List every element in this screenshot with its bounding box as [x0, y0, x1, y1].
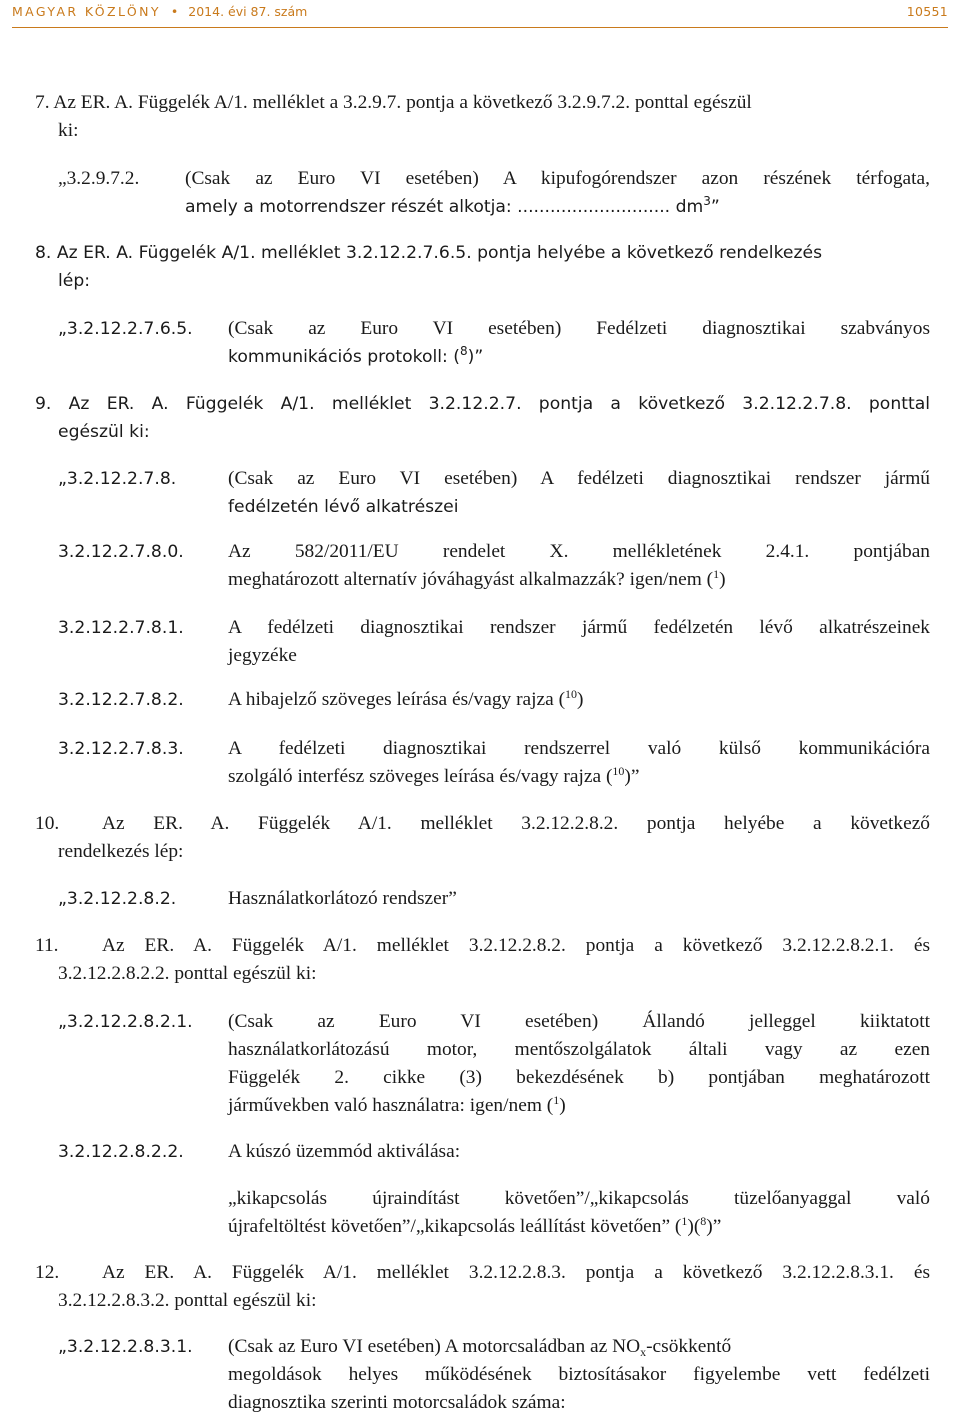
item-9-r5-text: A fedélzeti diagnosztikai rendszerrel való külső kommunikációra [228, 738, 930, 759]
item-9-heading: 9. Az ER. A. Függelék A/1. melléklet 3.2.12.2.7. pontja a következő 3.2.12.2.7.8. ponttal [35, 394, 930, 414]
item-8-code: „3.2.12.2.7.6.5. [58, 319, 193, 339]
item-8-heading-cont: lép: [58, 271, 91, 291]
item-11-heading: Az ER. A. Függelék A/1. melléklet 3.2.12.2.8.2. pontja a következő 3.2.12.2.8.2.1. és [102, 935, 930, 956]
item-12-number: 12. [35, 1262, 60, 1283]
item-11-r1-text-3: Függelék 2. cikke (3) bekezdésének b) pontjában meghatározott [228, 1067, 930, 1088]
item-9-r1-text: (Csak az Euro VI esetében) A fedélzeti diagnosztikai rendszer jármű [228, 468, 930, 489]
item-9-r4-close: ) [577, 689, 584, 710]
item-11-r2-paren-mid: )( [687, 1216, 701, 1237]
page-header [12, 0, 948, 24]
item-8-text-cont [228, 344, 483, 370]
item-9-r3-text: A fedélzeti diagnosztikai rendszer jármű fedélzetén lévő alkatrészeinek [228, 617, 930, 638]
item-9-r2-text: Az 582/2011/EU rendelet X. mellékletének 2.4.1. pontjában [228, 541, 930, 562]
page-number: 10551 [906, 4, 948, 19]
item-7-heading: 7. Az ER. A. Függelék A/1. melléklet a 3.2.9.7. pontja a következő 3.2.9.7.2. ponttal egészül [35, 92, 752, 113]
item-11-r2-close: )” [706, 1216, 722, 1237]
item-9-r2-text-main: meghatározott alternatív jóváhagyást alkalmazzák? igen/nem ( [228, 569, 714, 590]
item-12-heading-cont: 3.2.12.2.8.3.2. ponttal egészül ki: [58, 1290, 317, 1311]
item-7-text-cont-main: amely a motorrendszer részét alkotja: ............................ dm [185, 197, 704, 217]
item-10-code: „3.2.12.2.8.2. [58, 889, 177, 909]
item-9-r4-code: 3.2.12.2.7.8.2. [58, 690, 184, 710]
item-12-text-seg [228, 1334, 731, 1360]
item-7-text-cont [185, 194, 720, 220]
item-11-r2-footnote-ref-2: 8 [700, 1214, 707, 1228]
header-bullet: • [170, 4, 179, 19]
item-9-r2-close: ) [719, 569, 726, 590]
header-publication [12, 4, 307, 19]
item-12-heading: Az ER. A. Függelék A/1. melléklet 3.2.12.2.8.3. pontja a következő 3.2.12.2.8.3.1. és [102, 1262, 930, 1283]
item-12-text [228, 1334, 930, 1360]
item-11-r2-footnote-ref-1: 1 [681, 1214, 688, 1228]
issue-label: 2014. évi 87. szám [188, 4, 308, 19]
item-9-r3-code: 3.2.12.2.7.8.1. [58, 618, 184, 638]
item-11-r1-code: „3.2.12.2.8.2.1. [58, 1012, 193, 1032]
item-11-r2-options: „kikapcsolás újraindítást követően”/„kikapcsolás tüzelőanyaggal való [228, 1188, 930, 1209]
item-11-r2-options-cont [228, 1214, 721, 1240]
item-11-r2-options-main: újrafeltöltést követően”/„kikapcsolás leállítást követően” ( [228, 1216, 682, 1237]
item-7-close-quote: ” [710, 197, 720, 217]
item-11-r1-text-main: járművekben való használatra: igen/nem ( [228, 1095, 554, 1116]
item-12-text-3: diagnosztika szerinti motorcsaládok száma: [228, 1392, 566, 1413]
item-11-r1-text-4 [228, 1093, 566, 1119]
item-8-text: (Csak az Euro VI esetében) Fedélzeti diagnosztikai szabványos [228, 318, 930, 339]
item-7-code: „3.2.9.7.2. [58, 168, 140, 189]
item-7-heading-cont: ki: [58, 120, 79, 141]
item-9-heading-cont: egészül ki: [58, 422, 150, 442]
item-12-text-2: megoldások helyes működésének biztosításakor figyelembe vett fedélzeti [228, 1364, 930, 1385]
item-9-r2-text-cont [228, 567, 726, 593]
item-11-r1-text: (Csak az Euro VI esetében) Állandó jelleggel kiiktatott [228, 1011, 930, 1032]
item-10-heading-cont: rendelkezés lép: [58, 841, 184, 862]
item-9-r4-text [228, 687, 584, 713]
item-9-r5-text-cont [228, 764, 639, 790]
item-9-r5-close: )” [624, 766, 640, 787]
item-10-heading: Az ER. A. Függelék A/1. melléklet 3.2.12.2.8.2. pontja helyébe a következő [102, 813, 930, 834]
item-8-text-main: kommunikációs protokoll: ( [228, 347, 460, 367]
item-11-r2-text: A kúszó üzemmód aktiválása: [228, 1141, 461, 1162]
item-11-number: 11. [35, 935, 59, 956]
item-10-text: Használatkorlátozó rendszer” [228, 888, 457, 909]
item-11-r1-close: ) [559, 1095, 566, 1116]
item-9-r4-footnote-ref: 10 [565, 687, 578, 701]
journal-title: MAGYAR KÖZLÖNY [12, 4, 161, 19]
item-9-r5-footnote-ref: 10 [612, 764, 625, 778]
item-11-r1-footnote-ref: 1 [553, 1093, 560, 1107]
item-9-r1-code: „3.2.12.2.7.8. [58, 469, 177, 489]
item-9-r5-code: 3.2.12.2.7.8.3. [58, 739, 184, 759]
item-8-close: )” [467, 347, 484, 367]
item-9-r3-text-cont: jegyzéke [228, 645, 297, 666]
item-7-text: (Csak az Euro VI esetében) A kipufogórendszer azon részének térfogata, [185, 168, 930, 189]
item-12-code: „3.2.12.2.8.3.1. [58, 1337, 193, 1357]
item-7-unit-sup: 3 [703, 194, 711, 208]
header-rule [12, 27, 948, 28]
item-12-text-main: (Csak az Euro VI esetében) A motorcsaládban az NO [228, 1336, 641, 1357]
item-11-r1-text-2: használatkorlátozású motor, mentőszolgálatok általi vagy az ezen [228, 1039, 930, 1060]
item-9-r4-text-main: A hibajelző szöveges leírása és/vagy rajza ( [228, 689, 566, 710]
item-9-r2-code: 3.2.12.2.7.8.0. [58, 542, 184, 562]
item-12-text-suffix: -csökkentő [646, 1336, 732, 1357]
item-11-heading-cont: 3.2.12.2.8.2.2. ponttal egészül ki: [58, 963, 317, 984]
item-9-r2-footnote-ref: 1 [713, 567, 720, 581]
item-11-r2-code: 3.2.12.2.8.2.2. [58, 1142, 184, 1162]
item-10-number: 10. [35, 813, 60, 834]
item-8-heading: 8. Az ER. A. Függelék A/1. melléklet 3.2.12.2.7.6.5. pontja helyébe a következő rendelkezés [35, 243, 823, 263]
item-9-r5-text-main: szolgáló interfész szöveges leírása és/vagy rajza ( [228, 766, 613, 787]
item-9-r1-text-cont: fedélzetén lévő alkatrészei [228, 497, 459, 517]
item-8-footnote-ref: 8 [459, 344, 468, 358]
item-12-subscript: x [640, 1345, 647, 1359]
